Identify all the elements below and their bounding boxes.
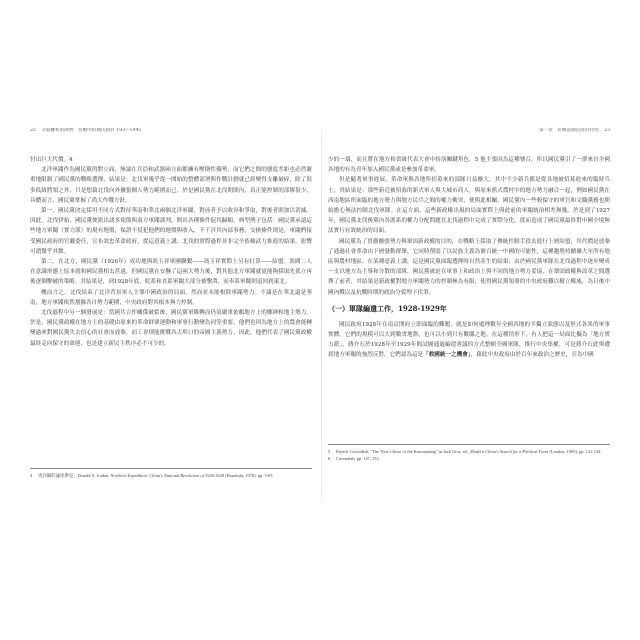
right-body-text: [328, 155, 610, 361]
book-gutter: [321, 128, 322, 500]
running-head-title-left: 分崩離析的陣營：抗戰中的國民政府 1937-1945: [41, 128, 142, 133]
paragraph: 北洋軍閥作為國民黨的對立面，無論在兵員和武器兩方面都擁有壓倒性優勢，而它們之間的態度差距也必然嚴重地限制了國民黨的戰略選擇，結果是：北伐軍幾乎從一開始的整體部署與作戰計劃就已經變得支離破碎，除了很多低級將領之外，只是想藉北伐向外擴張個人勢力範圍而已。於是國民黨在北伐期間內，真正能控制的部隊很少，具體而言，國民黨掌握了尚大作戰方針。: [30, 167, 312, 204]
footnote-number: 4: [30, 473, 33, 478]
footnote-suffix: (Honolulu, 1976), pp. 3-65.: [223, 473, 274, 478]
running-head-left: [30, 128, 312, 135]
footnote-prefix: 更詳細的論述參見：Donald A. Jordan,: [38, 473, 111, 478]
page-number-left: 22: [30, 128, 36, 133]
paragraph: [328, 320, 610, 361]
footnote: [328, 455, 610, 462]
paragraph: 概而言之，北伐結束了北洋背景軍人主導中國政治的局面，然而並未能根除軍閥勢力。不論是在華北還是華南，地方軍閥依然割據各自勢力範圍，中央政府對其根本無力控制。: [30, 289, 312, 306]
left-body-text: [30, 155, 312, 349]
footnote-prefix: Cavendish, pp. 147, 172.: [336, 456, 380, 461]
running-head-right: [328, 128, 610, 135]
paragraph-tail: ，藉此中央政府由於百年來政治之歷史，引為中國: [470, 352, 594, 359]
footnote-title: Northern Expedition: China's National Revolution of 1926-1928: [110, 473, 224, 478]
footnotes-left: [30, 468, 312, 479]
footnote-title: Modern China's Search for a Political Form: [470, 449, 549, 454]
running-head-title-right: 第一章 抗戰前國民政府特色: [538, 128, 599, 133]
footnote-number: 6: [328, 456, 331, 461]
running-head-left-text: [30, 128, 141, 135]
section-heading: （一）軍隊編遣工作，1928-1929年: [328, 303, 447, 313]
running-head-right-text: [539, 128, 610, 135]
emphasized-phrase: 「救國統一之機會」: [423, 352, 471, 359]
footnote: [30, 472, 312, 479]
paragraph: 第一，國民黨決定採用不同方式對待華南和華北兩個北洋軍閥，對前者予以收容和爭取，對後者則加以消滅。因此，北伐伊始，國民黨便派出諸多使節與南方軍閥談判，開出各種條件促其歸順，典型例子包括：國民黨承認這些地方軍閥（實力派）的現有地盤，保證不侵犯他們的地盤與收入，不干涉其內部事務，交換條件則是，軍閥們接受國民政府的官職委任，宣布效忠革命政府，從這意義上講，北伐的實際過程並非完全依賴武力推進的結果，影響可謂微乎其微。: [30, 208, 312, 255]
right-page: [328, 128, 610, 500]
paragraph: 國民黨為了貫徹擴張勢力與鞏固新政權的目的，在戰略上採取了傳統控制手段去進行上層結盟，其代價是放棄了通過社會革命由下層發動群眾，它同時削弱了以民族主義為號召統一中國的可能性，這種趨勢持續擴大至所有地區與農村地區。在某種意義上講，這是國民黨面臨選擇時自然產生的結果；由於國民黨軍隊在北伐過程中逐步變成一支以地方為主導和分散的部隊，國民黨被迫在軍事上和政治上與不同的地方勢力妥協，在鞏固政權與改革之間選擇了前者，其結果是新政權對地方軍閥勢力的控制極為有限，使得國民黨領導的中央政府難以樹立權威，為日後中國內戰以及抗戰時期的政治分裂埋下伏筆。: [328, 238, 610, 296]
footnote: [328, 448, 610, 455]
paragraph: 但是隨著軍事進展，革命軍與各地所招募來的部隊日益擴大，其中不少新兵都是從各地被招募進來的臨時兵士，其結果是：那些新近被招募的新式軍人與大城市商人，與原來舊式農村中的地方勢力融合一起，例如國民黨在西南地區所面臨的地方勢力與地方民兵之間的權力衝突，便與此相關。國民黨內一些較保守的軍官和文職黨務也開始擔心無法控制北伐軍隊。在這方面，這些新政權出現的局面實際上與此前的軍閥統治相差無幾。於是到了1927年，國民黨北伐後黨內各派系的權力分配問題在北伐過程中完成了實際分化，從而造成了國民黨最終對中國全境無法實行有效統治的局面。: [328, 177, 610, 235]
paragraph: 少的一環，而且將在地方和省級代表大會中扮演關鍵角色。5 他主張因為這種號召，所以國民黨引了一群來自全國各地的有為青年加入國民黨或是參加革命軍。: [328, 157, 610, 174]
paragraph: 第二，在北方，國民黨（1926年）成功地與馮玉祥軍團聯繫——馮玉祥實際上另有打算——結盟。馮閻二人在意識形態上原本就和國民黨相去甚遠，但國民黨在安撫了這兩大勢力後，對其他北方軍閥就更能夠採取先孤立再後逐個擊破的策略。其結果是，到1928年底，皖系和直系軍閥大部分被擊潰，而奉系軍閥則退回到東北。: [30, 259, 312, 286]
paragraph: 北伐過程中另一個發展是：當國共合作關係破裂後，國民黨軍隊轉而仍須嚴重依賴地方上的鄉紳和地主勢力。於是，國民黨政權在地方上的基礎由原來的革命群眾運動和軍事行動變為同等重要，他們也因為地方上的農會能轉變過來對國民黨失去信心的社會而放棄，而工會則能挑戰各大埠口的帝國主義勢力，因此，他們代表了國民黨政權最終走向保守的命運，也是建立新民主秩序必不可少的。: [30, 310, 312, 347]
paragraph-text: 國民政府1928年在南京開府立即面臨的難題，就是如何處理數年全國各地的半獨立狀態以及形式各異的軍事實體。它們的規模可以大到數省地盤，也可以小到只有數縣之地。在這種情形下，有人把這一局面比擬為「地方實力派」，蔣介石於1928年至1929年間試圖通過編遣會議的方式整頓全國軍隊，推行中央集權，可是蔣介石此舉遭到地方軍閥的強烈反對，它們認為這是: [328, 321, 610, 359]
paragraph: 付出巨大代價。4: [30, 157, 73, 163]
footnote-suffix: (London, 1969), pp. 141-144.: [548, 449, 602, 454]
page-number-right: 23: [604, 128, 610, 133]
left-page: [30, 128, 312, 500]
footnotes-right: [328, 444, 610, 462]
book-spread: [30, 128, 610, 500]
footnote-prefix: Patrick Cavendish, "The 'New China' of the Kuomintang" in Jack Gray, ed.,: [336, 449, 471, 454]
footnote-number: 5: [328, 449, 331, 454]
